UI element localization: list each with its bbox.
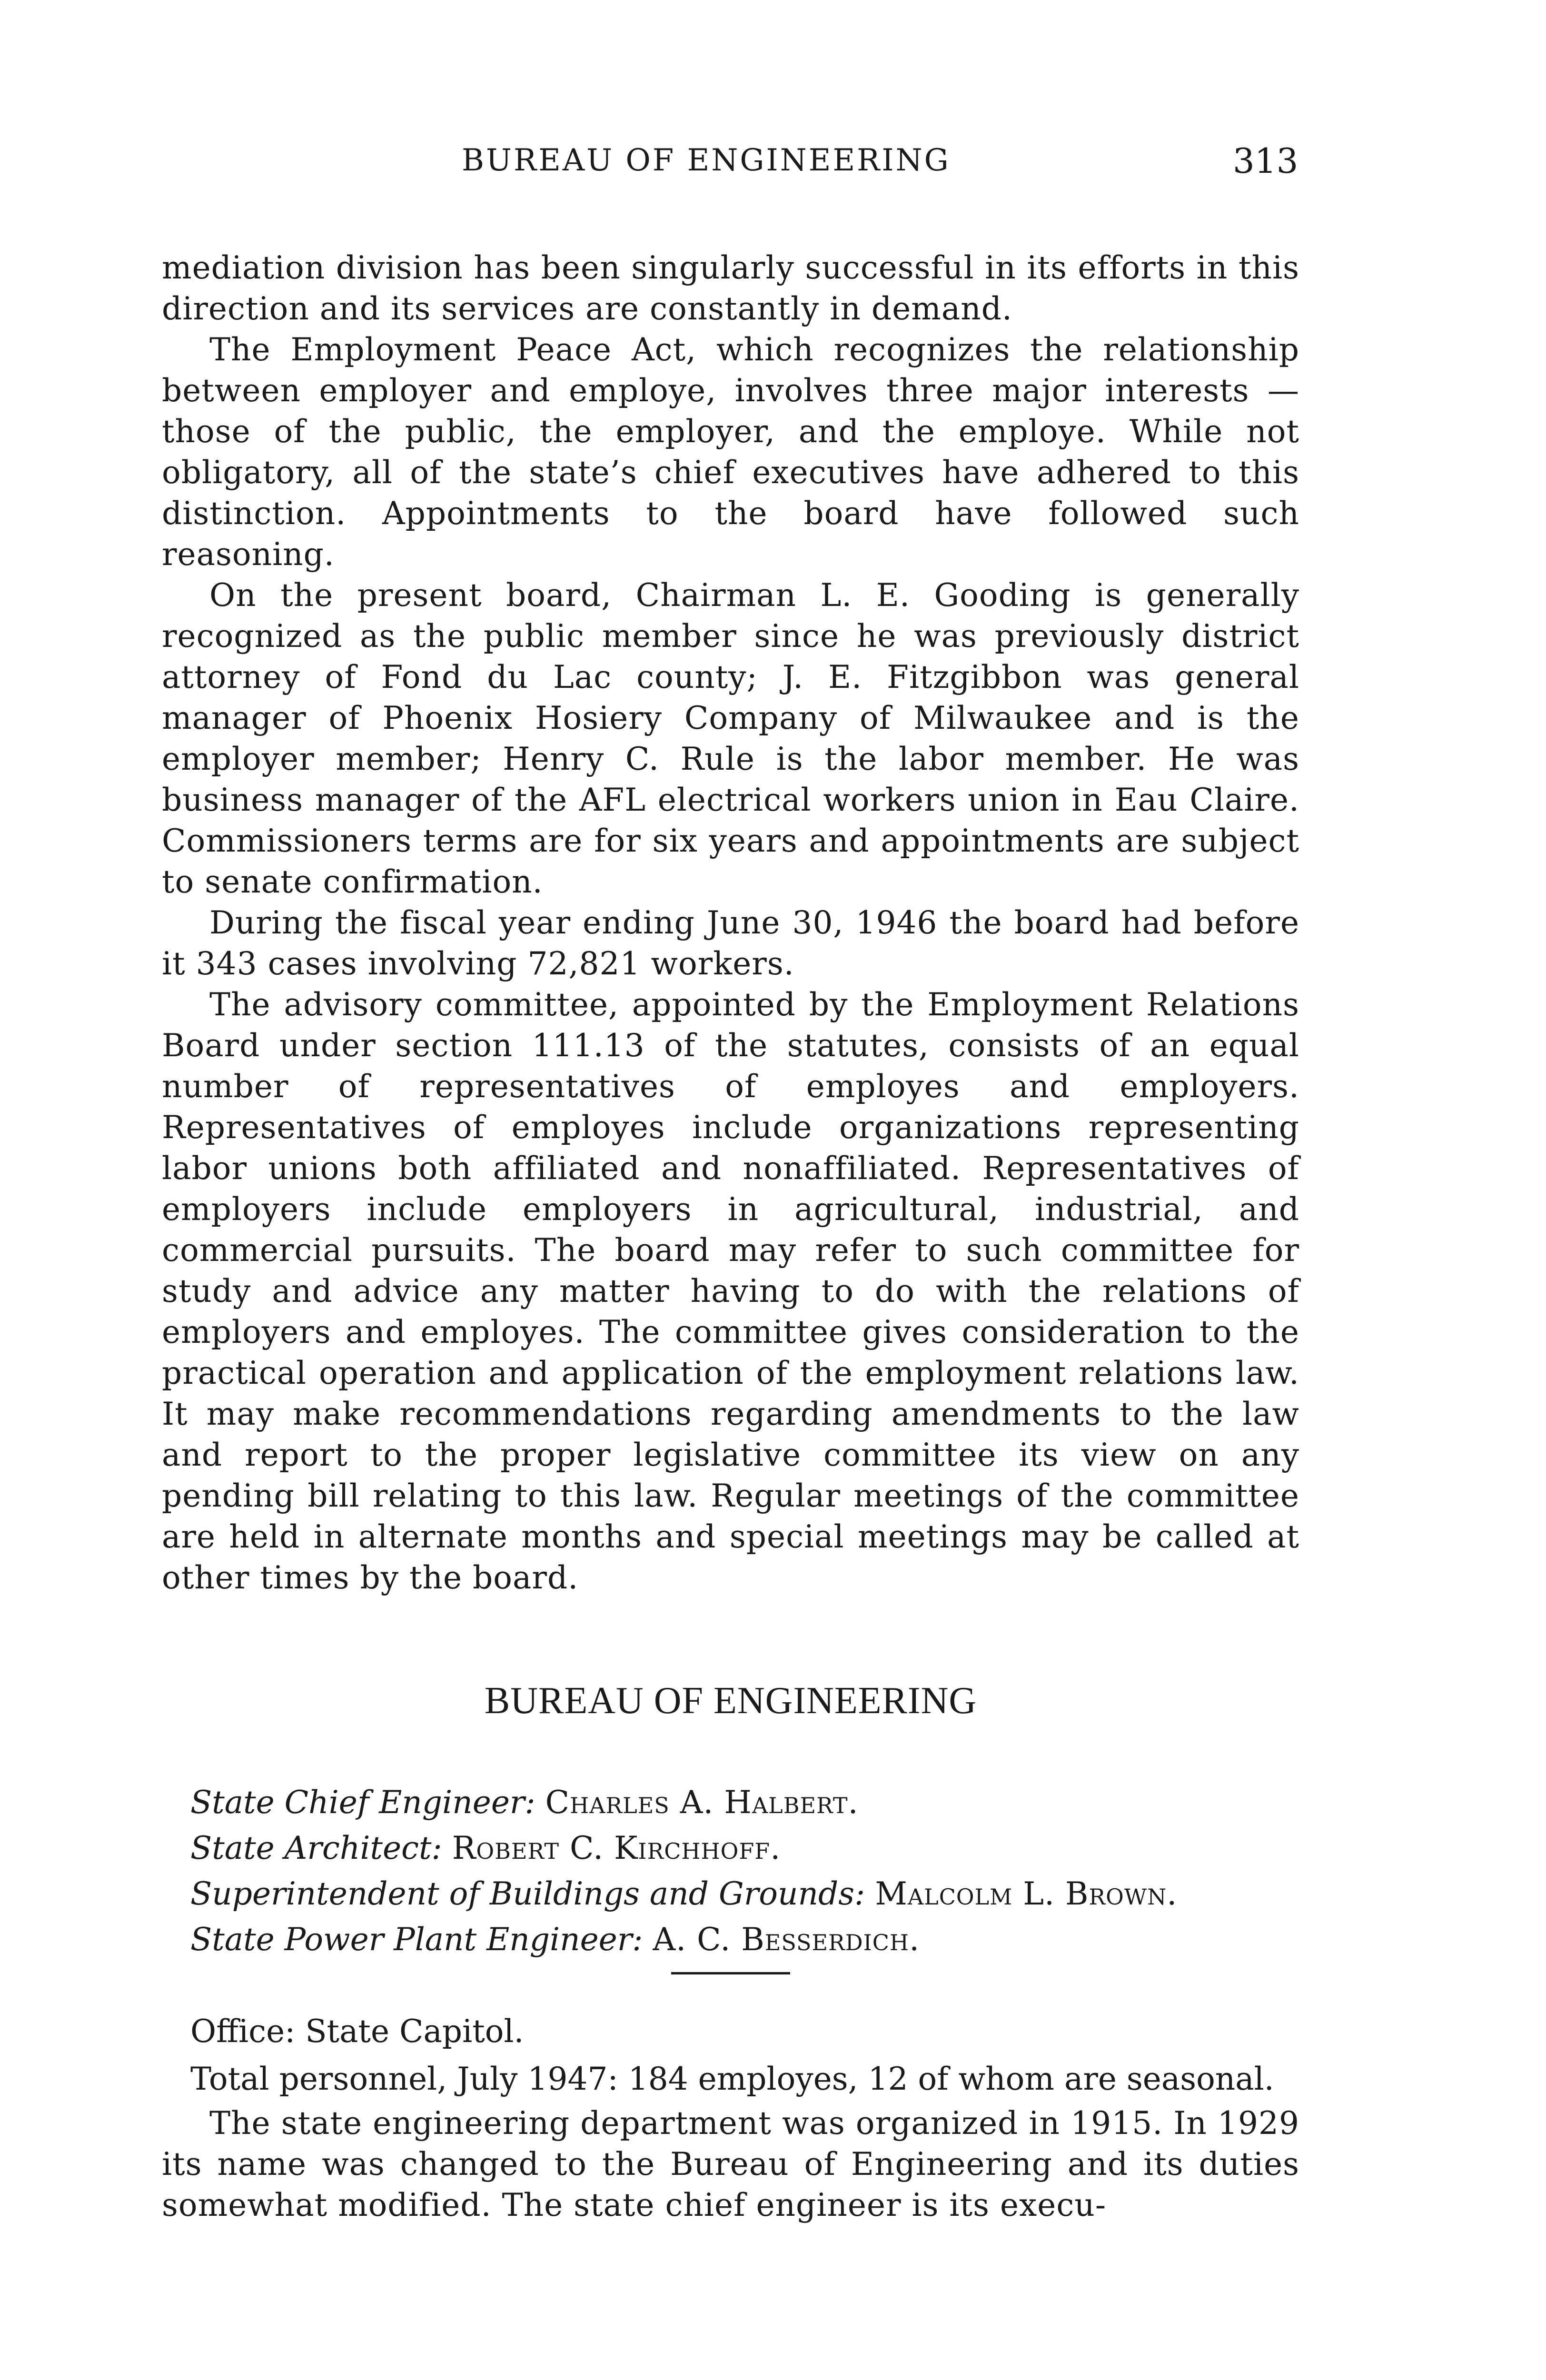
body-text-column <box>162 248 1299 2226</box>
officer-entry <box>190 1917 1299 1963</box>
officer-role: State Power Plant Engineer: <box>190 1921 643 1958</box>
paragraph-employment-peace-act: The Employment Peace Act, which recognizes the relationship between employer and employe, involves three major interests — those of the public, the employer, and the employe. While not obligatory, all of the state’s chief executives have adhered to this distinction. Appointments to the board have followed such reasoning. <box>162 331 1299 573</box>
officer-role: State Architect: <box>190 1830 442 1866</box>
section-divider-rule <box>671 1972 790 1974</box>
officer-name: Malcolm L. Brown. <box>875 1875 1178 1912</box>
officer-list <box>162 1780 1299 1963</box>
officer-name: Robert C. Kirchhoff. <box>452 1830 781 1866</box>
officer-role: State Chief Engineer: <box>190 1784 535 1821</box>
officer-role: Superintendent of Buildings and Grounds: <box>190 1875 865 1912</box>
officer-name: Charles A. Halbert. <box>545 1784 859 1821</box>
personnel-count: Total personnel, July 1947: 184 employes, 12 of whom are seasonal. <box>190 2061 1274 2097</box>
running-header-title: BUREAU OF ENGINEERING <box>462 143 951 178</box>
section-heading: BUREAU OF ENGINEERING <box>484 1680 977 1722</box>
office-location: Office: State Capitol. <box>190 2013 524 2050</box>
officer-entry <box>190 1825 1299 1871</box>
officer-entry <box>190 1871 1299 1917</box>
officer-name: A. C. Besserdich. <box>653 1921 920 1958</box>
officer-entry <box>190 1780 1299 1825</box>
paragraph-present-board: On the present board, Chairman L. E. Gooding is generally recognized as the public member since he was previously district attorney of Fond du Lac county; J. E. Fitzgibbon was general manager of Phoenix Hosiery Company of Milwaukee and is the employer member; Henry C. Rule is the labor member. He was business manager of the AFL electrical workers union in Eau Claire. Commissioners terms are for six years and appointments are subject to senate confirmation. <box>162 577 1299 900</box>
paragraph-advisory-committee: The advisory committee, appointed by the Employment Relations Board under section 111.13 of the statutes, consists of an equal number of representatives of employes and employers. Representatives of employes include organizations representing labor unions both affiliated and nonaffiliated. Representatives of employers include employers in agricultural, industrial, and commercial pursuits. The board may refer to such committee for study and advice any matter having to do with the relations of employers and employes. The committee gives consideration to the practical operation and application of the employment relations law. It may make recommendations regarding amendments to the law and report to the proper legislative committee its view on any pending bill relating to this law. Regular meetings of the committee are held in alternate months and special meetings may be called at other times by the board. <box>162 986 1299 1596</box>
page-number: 313 <box>1233 141 1298 181</box>
paragraph-bureau-history: The state engineering department was organized in 1915. In 1929 its name was changed to the Bureau of Engineering and its duties somewhat modified. The state chief engineer is its execu- <box>162 2105 1299 2223</box>
paragraph-fiscal-year: During the fiscal year ending June 30, 1946 the board had before it 343 cases involving 72,821 workers. <box>162 904 1299 982</box>
paragraph-continuation: mediation division has been singularly successful in its efforts in this direction and its services are constantly in demand. <box>162 249 1299 327</box>
